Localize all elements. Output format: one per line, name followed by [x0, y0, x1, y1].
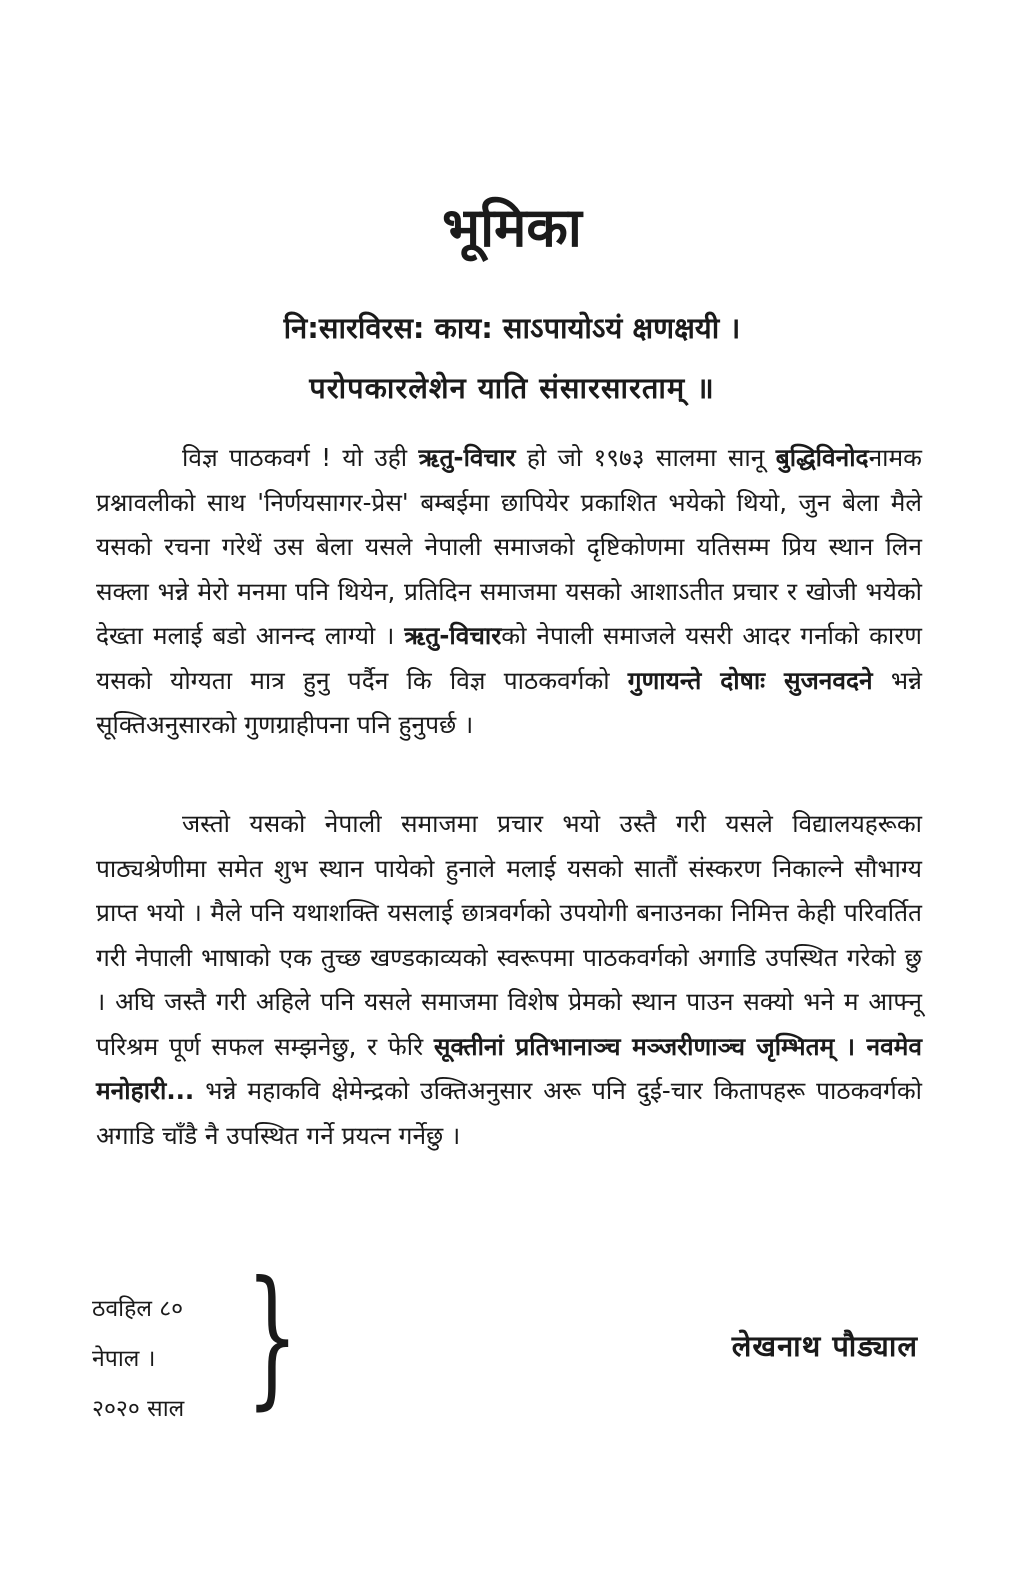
paragraph-1: [96, 436, 922, 748]
author-signature: लेखनाथ पौड्याल: [731, 1329, 918, 1363]
verse-line-2: परोपकारलेशेन याति संसारसारताम् ॥: [309, 371, 715, 405]
paragraph-2-text-2: भन्ने महाकवि क्षेमेन्द्रको उक्तिअनुसार अरू पनि दुई-चार कितापहरू पाठकवर्गको अगाडि चाँडै नै उपस्थित गर्ने प्रयत्न गर्नेछु ।: [96, 1076, 922, 1150]
page-title: भूमिका: [442, 196, 582, 259]
paragraph-1-text-2: हो जो १९७३ सालमा सानू: [515, 443, 776, 472]
paragraph-1-text-4: को नेपाली समाजले यसरी आदर गर्नाको कारण यसको योग्यता मात्र हुनु पर्दैन कि विज्ञ पाठकवर्गको: [96, 621, 922, 695]
footer-year: २०२० साल: [92, 1396, 185, 1422]
paragraph-1-text-3: नामक प्रश्नावलीको साथ 'निर्णयसागर-प्रेस' बम्बईमा छापियेर प्रकाशित भयेको थियो, जुन बेला मैले यसको रचना गरेथें उस बेला यसले नेपाली समाजको दृष्टिकोणमा यतिसम्म प्रिय स्थान लिन सक्ला भन्ने मेरो मनमा पनि थियेन, प्रतिदिन समाजमा यसको आशाऽतीत प्रचार र खोजी भयेको देख्ता मलाई बडो आनन्द लाग्यो ।: [96, 443, 922, 650]
curly-brace: }: [246, 1250, 299, 1424]
footer-address: [92, 1284, 184, 1434]
paragraph-2-bold-1: सूक्तीनां प्रतिभानाञ्च मञ्जरीणाञ्च जृम्भितम् । नवमेव मनोहारी...: [96, 1031, 922, 1105]
paragraph-1-bold-2: बुद्धिविनोद: [775, 443, 869, 472]
paragraph-1-text-1: विज्ञ पाठकवर्ग ! यो उही: [182, 443, 419, 472]
footer-place: ठवहिल ८०: [92, 1296, 184, 1322]
paragraph-1-text-5: भन्ने सूक्तिअनुसारको गुणग्राहीपना पनि हुनुपर्छ ।: [96, 665, 923, 739]
verse-line-1: नि:सारविरस: काय: साऽपायोऽयं क्षणक्षयी ।: [283, 311, 741, 345]
paragraph-2: [96, 802, 922, 1158]
footer-country: नेपाल ।: [92, 1346, 156, 1372]
paragraph-1-bold-4: गुणायन्ते दोषाः सुजनवदने: [627, 665, 873, 695]
paragraph-1-bold-1: ऋतु-विचार: [418, 443, 516, 472]
paragraph-1-bold-3: ऋतु-विचार: [404, 621, 502, 650]
paragraph-2-text-1: जस्तो यसको नेपाली समाजमा प्रचार भयो उस्तै गरी यसले विद्यालयहरूका पाठ्यश्रेणीमा समेत शुभ स्थान पायेको हुनाले मलाई यसको सातौं संस्करण निकाल्ने सौभाग्य प्राप्त भयो । मैले पनि यथाशक्ति यसलाई छात्रवर्गको उपयोगी बनाउनका निमित्त केही परिवर्तित गरी नेपाली भाषाको एक तुच्छ खण्डकाव्यको स्वरूपमा पाठकवर्गको अगाडि उपस्थित गरेको छु । अघि जस्तै गरी अहिले पनि यसले समाजमा विशेष प्रेमको स्थान पाउन सक्यो भने म आफ्नू परिश्रम पूर्ण सफल सम्झनेछु, र फेरि: [96, 809, 922, 1061]
